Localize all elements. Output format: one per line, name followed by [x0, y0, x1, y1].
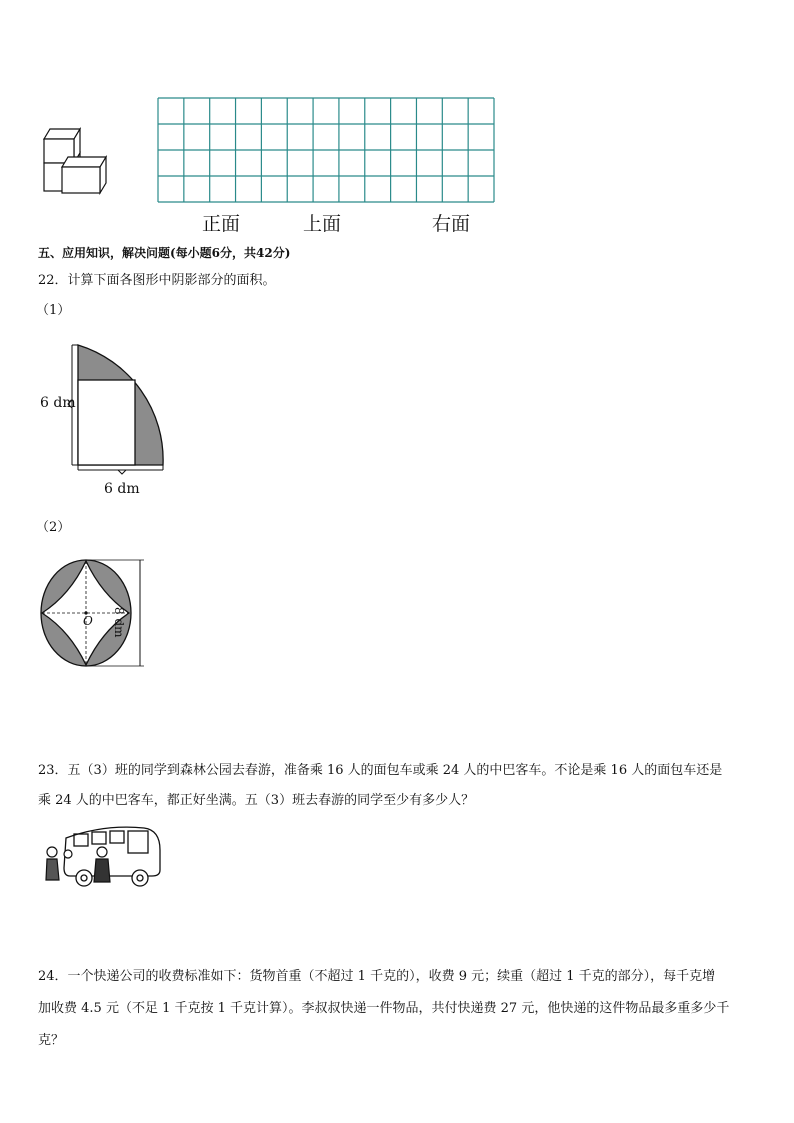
question-23-line-2: 乘 24 人的中巴客车，都正好坐满。五（3）班去春游的同学至少有多少人？: [38, 793, 475, 808]
bus-illustration: [44, 822, 164, 888]
center-point-label: O: [83, 614, 93, 628]
dimension-left-label: 6 dm: [40, 395, 76, 411]
part-2-label: （2）: [36, 520, 71, 535]
front-view-label: 正面: [202, 213, 241, 235]
right-view-label: 右面: [432, 213, 471, 235]
diameter-label: 8 dm: [112, 607, 126, 638]
cube-stack-figure: [40, 125, 112, 195]
drawing-grid: [158, 98, 494, 202]
question-23-line-1: 23．五（3）班的同学到森林公园去春游，准备乘 16 人的面包车或乘 24 人的中巴客车。不论是乘 16 人的面包车还是: [38, 763, 723, 778]
circle-diamond-figure: [36, 555, 156, 673]
question-24-line-1: 24．一个快递公司的收费标准如下：货物首重（不超过 1 千克的），收费 9 元；续重（超过 1 千克的部分），每千克增: [38, 969, 716, 984]
question-22-text: 22．计算下面各图形中阴影部分的面积。: [38, 273, 276, 288]
section-heading: 五、应用知识，解决问题(每小题6分，共42分): [38, 246, 291, 260]
top-view-label: 上面: [303, 213, 342, 235]
dimension-bottom-label: 6 dm: [104, 481, 140, 497]
part-1-label: （1）: [36, 303, 71, 318]
quarter-circle-figure: [36, 338, 176, 498]
question-24-line-3: 克？: [38, 1033, 65, 1048]
question-24-line-2: 加收费 4.5 元（不足 1 千克按 1 千克计算）。李叔叔快递一件物品，共付快递费 27 元，他快递的这件物品最多重多少千: [38, 1001, 730, 1016]
